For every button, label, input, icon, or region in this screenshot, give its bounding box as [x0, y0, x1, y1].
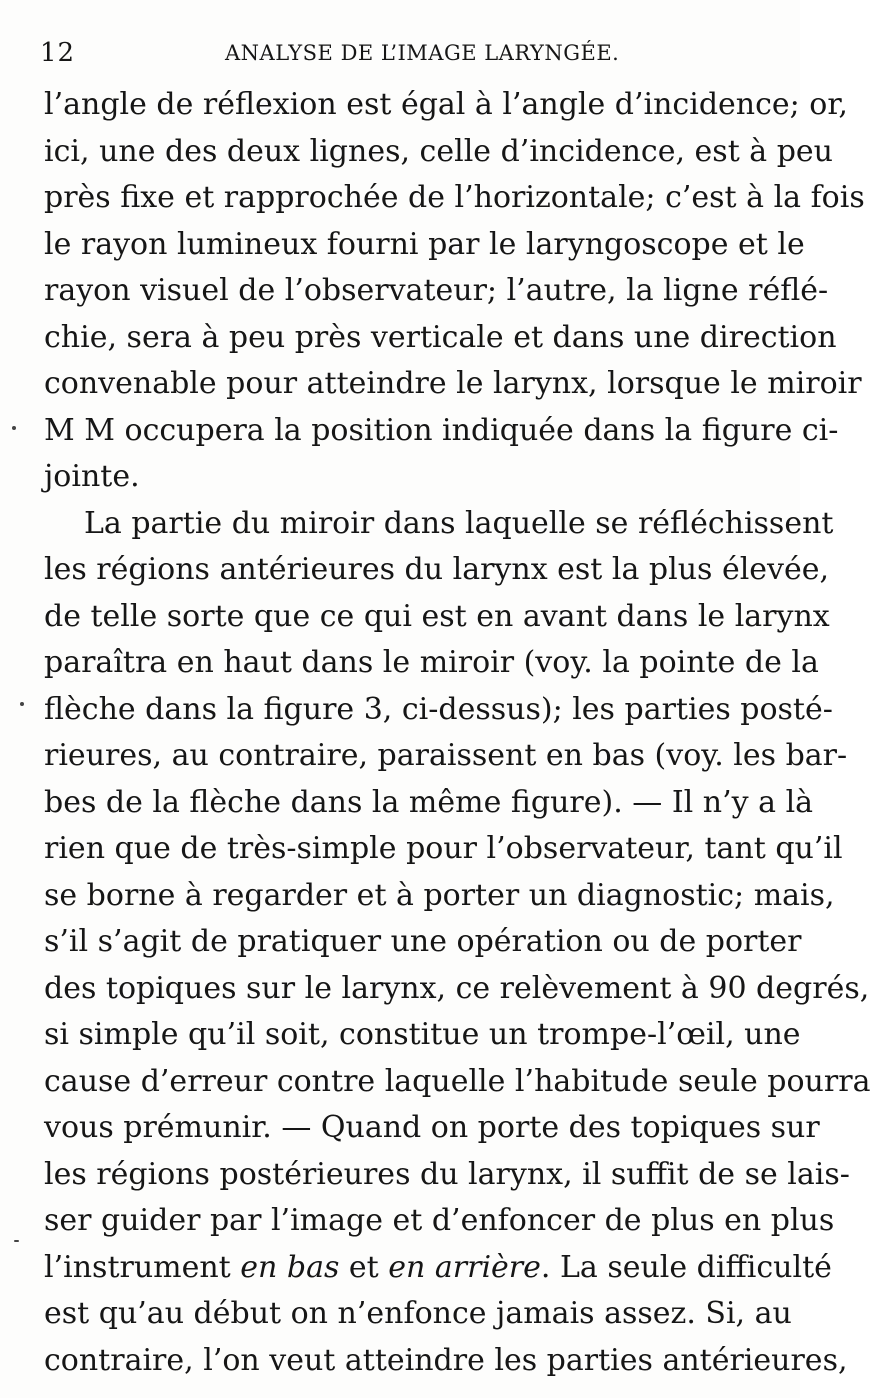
paragraph [44, 501, 870, 1385]
text-line: contraire, l’on veut atteindre les parties antérieures, [44, 1342, 848, 1378]
text-line: près fixe et rapprochée de l’horizontale; c’est à la fois [44, 180, 865, 215]
text-line: les régions postérieures du larynx, il suffit de se lais- [44, 1156, 850, 1192]
text-line: rieures, au contraire, paraissent en bas (voy. les bar- [44, 738, 848, 773]
text-segment: l’instrument [44, 1249, 241, 1285]
text-line-with-italics [44, 1245, 832, 1292]
margin-mark [20, 702, 24, 706]
text-line: rien que de très-simple pour l’observateur, tant qu’il [44, 831, 843, 866]
italic-phrase: en arrière [388, 1249, 541, 1285]
text-line: ici, une des deux lignes, celle d’incidence, est à peu [44, 133, 833, 169]
text-line: chie, sera à peu près verticale et dans une direction [44, 319, 837, 355]
page-number: 12 [40, 38, 76, 68]
text-line: cause d’erreur contre laquelle l’habitude seule pourra [44, 1063, 870, 1099]
text-line: bes de la flèche dans la même figure). — Il n’y a là [44, 784, 814, 820]
text-segment: et [339, 1249, 389, 1285]
text-line: vous prémunir. — Quand on porte des topiques sur [44, 1110, 820, 1145]
text-segment: . La seule difficulté [540, 1249, 832, 1285]
margin-mark [12, 426, 16, 430]
margin-mark [14, 1240, 19, 1242]
text-line: est qu’au début on n’enfonce jamais assez. Si, au [44, 1296, 792, 1331]
text-line: jointe. [44, 459, 140, 494]
text-line: des topiques sur le larynx, ce relèvement à 90 degrés, [44, 970, 870, 1006]
text-line: flèche dans la figure 3, ci-dessus); les parties posté- [44, 691, 833, 727]
text-line: rayon visuel de l’observateur; l’autre, la ligne réflé- [44, 273, 829, 308]
text-line: La partie du miroir dans laquelle se réfléchissent [84, 505, 834, 541]
text-line: l’angle de réflexion est égal à l’angle d’incidence; or, [44, 87, 848, 122]
text-line: si simple qu’il soit, constitue un trompe-l’œil, une [44, 1017, 801, 1052]
running-title: ANALYSE DE L’IMAGE LARYNGÉE. [225, 41, 620, 65]
page-header [40, 38, 758, 74]
text-line: convenable pour atteindre le larynx, lorsque le miroir [44, 366, 862, 401]
text-line: de telle sorte que ce qui est en avant dans le larynx [44, 598, 830, 634]
text-line: s’il s’agit de pratiquer une opération ou de porter [44, 924, 802, 959]
text-line: M M occupera la position indiquée dans la figure ci- [44, 412, 839, 448]
body-text [44, 82, 870, 1384]
text-line: se borne à regarder et à porter un diagnostic; mais, [44, 877, 835, 913]
text-line: les régions antérieures du larynx est la plus élevée, [44, 552, 830, 587]
paragraph [44, 82, 865, 501]
italic-phrase: en bas [240, 1249, 340, 1285]
text-line: ser guider par l’image et d’enfoncer de plus en plus [44, 1203, 835, 1238]
text-line: le rayon lumineux fourni par le laryngoscope et le [44, 226, 805, 262]
text-line: paraîtra en haut dans le miroir (voy. la pointe de la [44, 645, 819, 680]
